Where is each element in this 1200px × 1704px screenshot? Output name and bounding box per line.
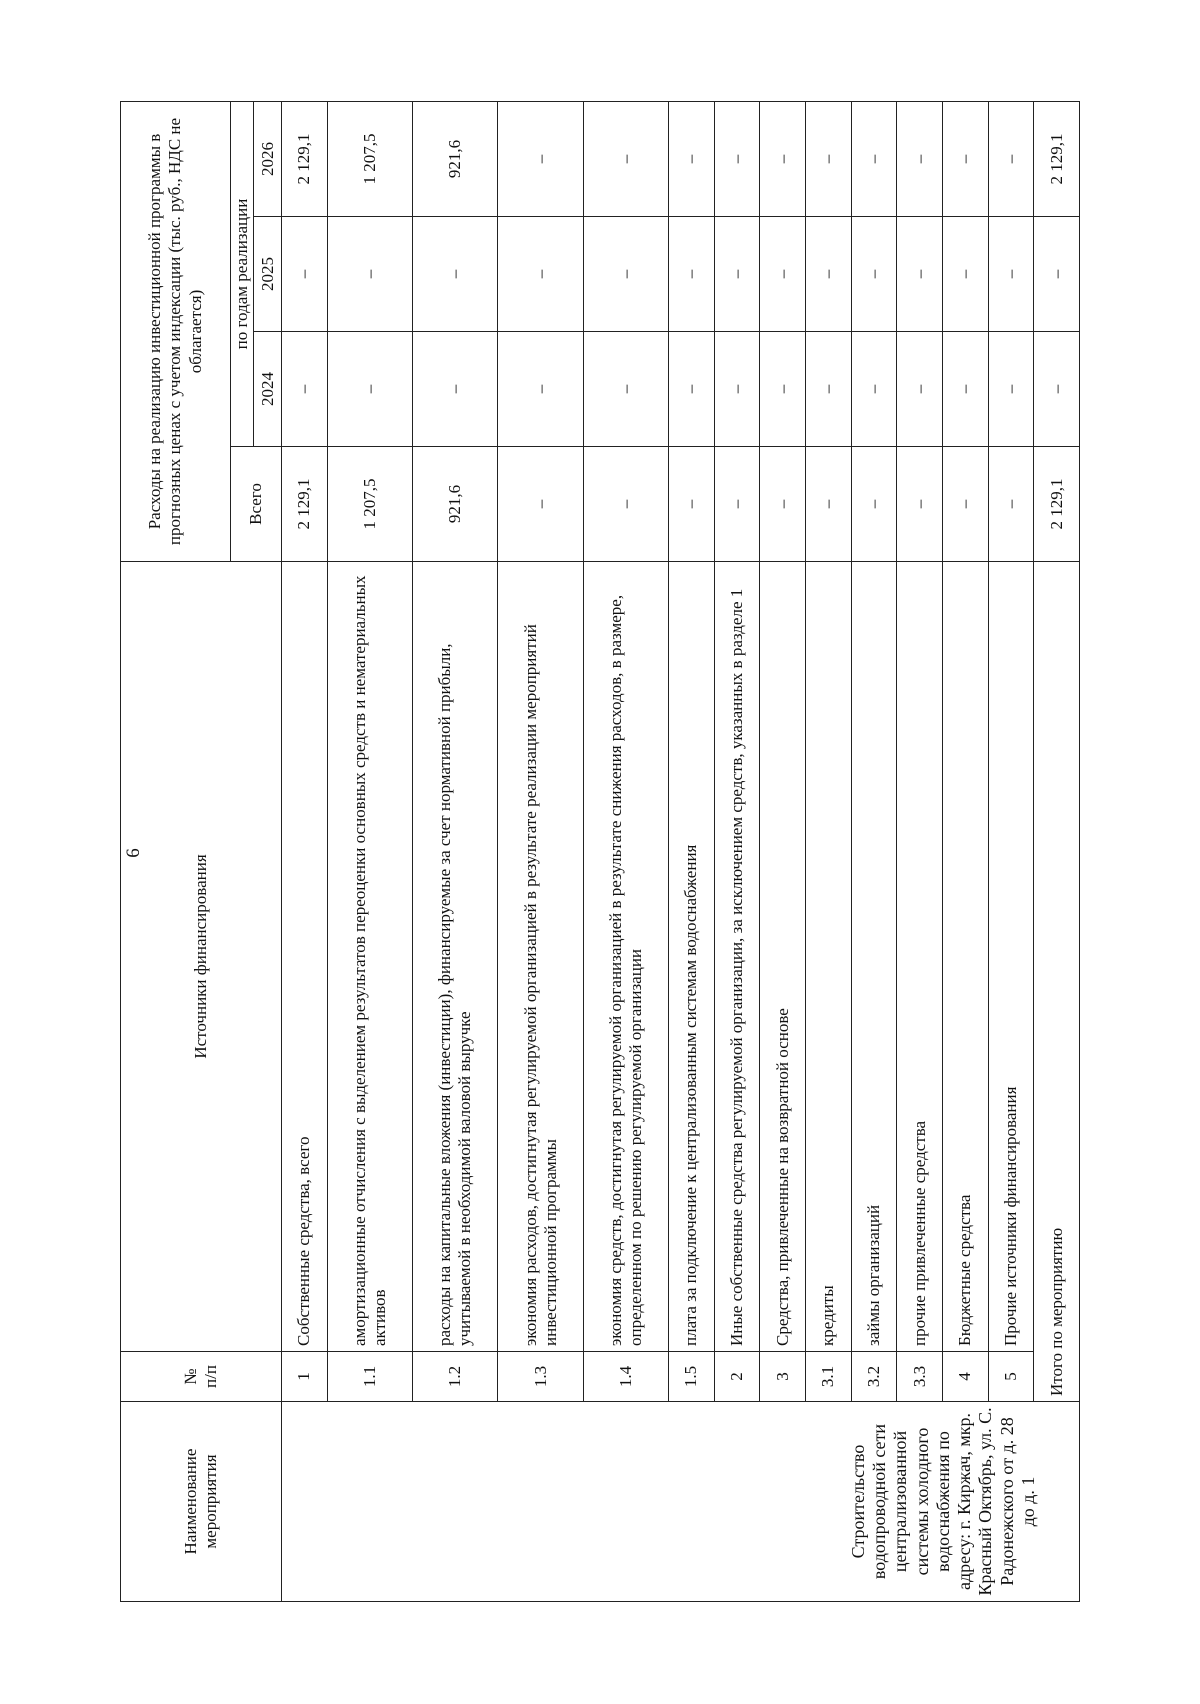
table-row: [806, 101, 852, 1601]
row-2026: 2 129,1: [282, 101, 328, 216]
total-2024: –: [1034, 332, 1080, 447]
table-row: [498, 101, 583, 1601]
header-year-2026: 2026: [254, 101, 282, 216]
row-number: 1: [282, 1352, 328, 1402]
total-label: Итого по мероприятию: [1034, 562, 1080, 1402]
row-number: 1.1: [327, 1352, 412, 1402]
table-row: [851, 101, 897, 1601]
row-2026: –: [942, 101, 988, 216]
table-row: [413, 101, 498, 1601]
row-source: займы организаций: [851, 562, 897, 1352]
row-source: экономия расходов, достигнутая регулируемой организацией в результате реализации мероприятий инвестиционной программы: [498, 562, 583, 1352]
row-number: 1.5: [669, 1352, 715, 1402]
row-number: 3.1: [806, 1352, 852, 1402]
row-total: 1 207,5: [327, 447, 412, 562]
financing-table: [120, 101, 1080, 1602]
row-source: Средства, привлеченные на возвратной основе: [760, 562, 806, 1352]
row-source: экономия средств, достигнутая регулируемой организацией в результате снижения расходов, в размере, определенном по решению регулируемой организации: [583, 562, 668, 1352]
measure-name: Строительство водопроводной сети централизованной системы холодного водоснабжения по адресу: г. Киржач, мкр. Красный Октябрь, ул. С. Радонежского от д. 28 до д. 1: [282, 1402, 1080, 1602]
row-source: расходы на капитальные вложения (инвестиции), финансируемые за счет нормативной прибыли, учитываемой в необходимой валовой выручке: [413, 562, 498, 1352]
row-2024: –: [760, 332, 806, 447]
table-row: [714, 101, 760, 1601]
row-total: –: [897, 447, 943, 562]
row-2025: –: [806, 217, 852, 332]
row-2025: –: [851, 217, 897, 332]
row-2026: –: [897, 101, 943, 216]
row-2024: –: [942, 332, 988, 447]
row-source: кредиты: [806, 562, 852, 1352]
row-total: –: [669, 447, 715, 562]
row-2026: –: [988, 101, 1034, 216]
row-2024: –: [714, 332, 760, 447]
row-number: 1.4: [583, 1352, 668, 1402]
total-all: 2 129,1: [1034, 447, 1080, 562]
row-number: 2: [714, 1352, 760, 1402]
table-row: [669, 101, 715, 1601]
row-2024: –: [897, 332, 943, 447]
row-2025: –: [669, 217, 715, 332]
row-2024: –: [282, 332, 328, 447]
total-2026: 2 129,1: [1034, 101, 1080, 216]
row-2025: –: [988, 217, 1034, 332]
row-total: 2 129,1: [282, 447, 328, 562]
row-2024: –: [851, 332, 897, 447]
total-2025: –: [1034, 217, 1080, 332]
total-row: [1034, 101, 1080, 1601]
row-2025: –: [327, 217, 412, 332]
row-source: плата за подключение к централизованным системам водоснабжения: [669, 562, 715, 1352]
row-2026: –: [583, 101, 668, 216]
row-number: 4: [942, 1352, 988, 1402]
header-number: № п/п: [121, 1352, 282, 1402]
row-2024: –: [806, 332, 852, 447]
row-2025: –: [282, 217, 328, 332]
row-2024: –: [988, 332, 1034, 447]
row-source: Прочие источники финансирования: [988, 562, 1034, 1352]
table-row: [327, 101, 412, 1601]
row-number: 3: [760, 1352, 806, 1402]
row-total: –: [988, 447, 1034, 562]
row-2024: –: [498, 332, 583, 447]
row-2026: –: [851, 101, 897, 216]
row-source: Иные собственные средства регулируемой организации, за исключением средств, указанных в разделе 1: [714, 562, 760, 1352]
row-total: –: [583, 447, 668, 562]
page-number: 6: [123, 848, 144, 858]
table-row: [942, 101, 988, 1601]
row-2024: –: [583, 332, 668, 447]
row-number: 5: [988, 1352, 1034, 1402]
table-row: [282, 101, 328, 1601]
header-by-years: по годам реализации: [231, 101, 254, 446]
row-2024: –: [327, 332, 412, 447]
row-2025: –: [583, 217, 668, 332]
row-2025: –: [413, 217, 498, 332]
row-source: амортизационные отчисления с выделением результатов переоценки основных средств и нематериальных активов: [327, 562, 412, 1352]
row-total: –: [851, 447, 897, 562]
row-total: –: [942, 447, 988, 562]
header-measure-name: Наименование мероприятия: [121, 1402, 282, 1602]
row-number: 1.2: [413, 1352, 498, 1402]
row-number: 1.3: [498, 1352, 583, 1402]
table-row: [760, 101, 806, 1601]
row-total: 921,6: [413, 447, 498, 562]
table-row: [988, 101, 1034, 1601]
row-source: Бюджетные средства: [942, 562, 988, 1352]
row-2026: –: [760, 101, 806, 216]
row-2024: –: [669, 332, 715, 447]
row-number: 3.2: [851, 1352, 897, 1402]
header-year-2024: 2024: [254, 332, 282, 447]
header-sources: Источники финансирования: [121, 562, 282, 1352]
header-total: Всего: [231, 447, 282, 562]
row-2024: –: [413, 332, 498, 447]
row-2025: –: [942, 217, 988, 332]
row-total: –: [806, 447, 852, 562]
row-total: –: [760, 447, 806, 562]
row-2025: –: [897, 217, 943, 332]
row-total: –: [714, 447, 760, 562]
row-2026: –: [714, 101, 760, 216]
row-2026: 921,6: [413, 101, 498, 216]
header-year-2025: 2025: [254, 217, 282, 332]
table-row: [583, 101, 668, 1601]
row-2026: –: [806, 101, 852, 216]
row-2025: –: [498, 217, 583, 332]
row-number: 3.3: [897, 1352, 943, 1402]
row-2025: –: [760, 217, 806, 332]
row-2026: –: [498, 101, 583, 216]
row-total: –: [498, 447, 583, 562]
header-expenses: Расходы на реализацию инвестиционной программы в прогнозных ценах с учетом индексации (тыс. руб., НДС не облагается): [121, 101, 231, 561]
row-source: Собственные средства, всего: [282, 562, 328, 1352]
table-row: [897, 101, 943, 1601]
row-2026: 1 207,5: [327, 101, 412, 216]
row-source: прочие привлеченные средства: [897, 562, 943, 1352]
row-2026: –: [669, 101, 715, 216]
rotated-table-container: [120, 102, 1080, 1602]
row-2025: –: [714, 217, 760, 332]
